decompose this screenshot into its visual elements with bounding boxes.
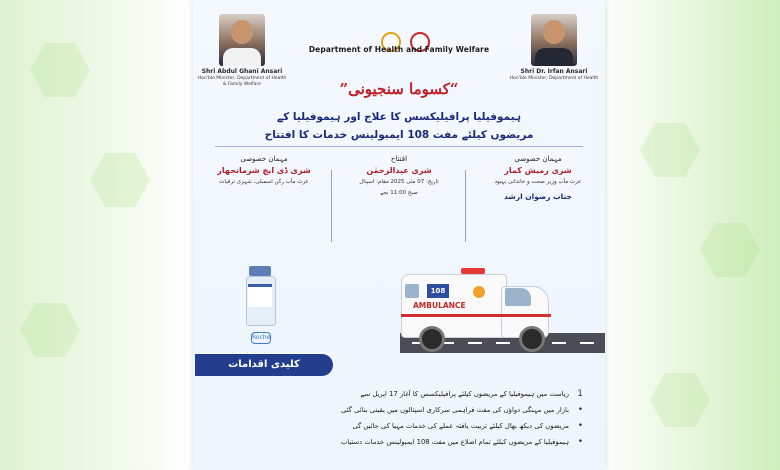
- column-divider: [465, 170, 466, 242]
- event-details: تاریخ: 07 مئی 2025 مقام: اسپتال: [359, 179, 439, 185]
- list-item: [217, 406, 583, 415]
- guest-name: شری رمیش کمار: [504, 166, 572, 175]
- wheel-icon: [519, 326, 545, 352]
- campaign-title: “کسوما سنجیونی”: [339, 80, 459, 98]
- inauguration-heading: افتتاح: [390, 155, 408, 163]
- column-divider: [331, 170, 332, 242]
- ambulance-number: 108: [427, 284, 449, 298]
- list-item-text: ریاست میں ہیموفیلیا کے مریضوں کیلئے پرافیلیکسس کا آغاز 17 اپریل سے: [360, 390, 569, 398]
- event-time: صبح 11:00 بجے: [380, 190, 418, 196]
- key-steps-list: [217, 390, 583, 454]
- event-subtitle: [233, 108, 565, 144]
- list-item: [217, 390, 583, 399]
- roche-logo: Roche: [251, 332, 271, 344]
- left-minister-title: Hon'ble Minister, Department of Health & Family Welfare: [197, 76, 287, 87]
- wheel-icon: [419, 326, 445, 352]
- ambulance-emblem-icon: [473, 286, 485, 298]
- list-item: [217, 438, 583, 447]
- section-divider: [215, 146, 583, 147]
- left-minister-name: Shri Abdul Ghani Ansari: [201, 68, 283, 75]
- guest-column-right: [479, 155, 597, 255]
- guest-details: عزت مآب وزیر صحت و خاندانی بہبود: [494, 179, 582, 185]
- guest-heading: مہمان خصوصی: [240, 155, 288, 163]
- right-minister-name: Shri Dr. Irfan Ansari: [520, 68, 588, 75]
- list-item-text: ہیموفیلیا کے مریضوں کیلئے تمام اضلاع میں مفت 108 ایمبولینس خدمات دستیاب: [340, 438, 569, 446]
- medicine-vial-image: [245, 266, 275, 334]
- subtitle-line-1: ہیموفیلیا پرافیلیکسس کا علاج اور ہیموفیلیا کے: [276, 111, 522, 123]
- second-guest-name: جناب رضوان ارشد: [504, 192, 572, 201]
- list-item-text: مریضوں کی دیکھ بھال کیلئے تربیت یافتہ عملے کی خدمات مہیا کی جائیں گی: [352, 422, 569, 430]
- list-bullet: •: [577, 421, 583, 431]
- list-bullet: •: [577, 437, 583, 447]
- announcement-poster: [193, 0, 605, 470]
- list-bullet: •: [577, 405, 583, 415]
- inauguration-column: [340, 155, 458, 255]
- inaugurator-name: شری عبدالرحمٰن: [366, 166, 432, 175]
- left-minister-photo: [219, 14, 265, 66]
- guest-column-left: [205, 155, 323, 255]
- guest-heading: مہمان خصوصی: [514, 155, 562, 163]
- ambulance-image: [401, 266, 561, 356]
- department-name: Department of Health and Family Welfare: [308, 45, 490, 54]
- subtitle-line-2: مریضوں کیلئے مفت 108 ایمبولینس خدمات کا افتتاح: [264, 129, 534, 141]
- list-item: [217, 422, 583, 431]
- ambulance-label: AMBULANCE: [413, 301, 466, 310]
- list-item-text: بازار میں مہنگی دواؤں کی مفت فراہمی سرکاری اسپتالوں میں یقینی بنائی گئی: [340, 406, 569, 414]
- right-minister-photo: [531, 14, 577, 66]
- guest-name: شری ڈی ایچ شرمانجھار: [217, 166, 311, 175]
- list-bullet: 1: [577, 389, 583, 399]
- right-minister-title: Hon'ble Minister, Department of Health: [509, 76, 599, 81]
- key-steps-heading: کلیدی اقدامات: [195, 354, 333, 376]
- guest-details: عزت مآب رکن اسمبلی، شہری ترقیات: [219, 179, 309, 185]
